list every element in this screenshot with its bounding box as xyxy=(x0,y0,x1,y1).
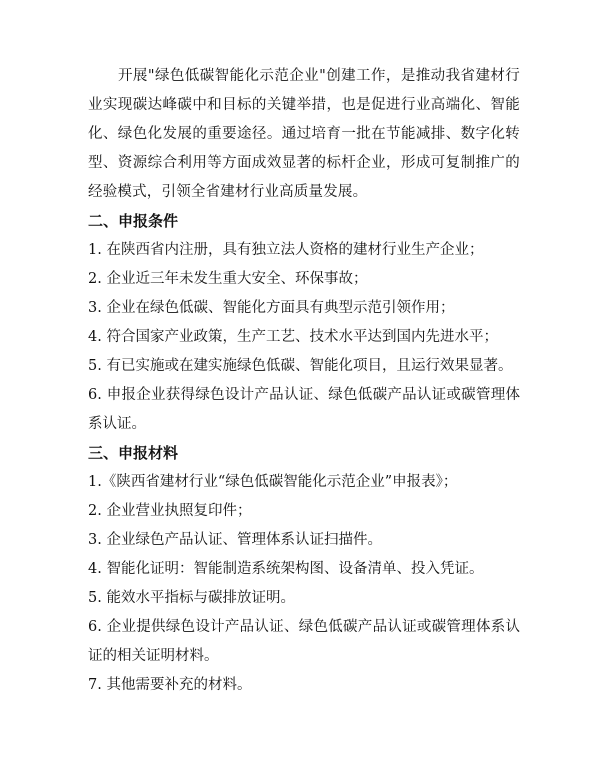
condition-item-3: 3. 企业在绿色低碳、智能化方面具有典型示范引领作用； xyxy=(88,300,455,316)
material-item-6: 6. 企业提供绿色设计产品认证、绿色低碳产品认证或碳管理体系认证的相关证明材料。 xyxy=(88,619,520,664)
condition-item-5: 5. 有已实施或在建实施绿色低碳、智能化项目，且运行效果显著。 xyxy=(88,358,513,374)
condition-item-2: 2. 企业近三年未发生重大安全、环保事故； xyxy=(88,271,368,287)
condition-item-6: 6. 申报企业获得绿色设计产品认证、绿色低碳产品认证或碳管理体系认证。 xyxy=(88,387,520,432)
condition-item-4: 4. 符合国家产业政策，生产工艺、技术水平达到国内先进水平； xyxy=(88,329,498,345)
material-item-2: 2. 企业营业执照复印件； xyxy=(88,503,252,519)
intro-paragraph: 开展"绿色低碳智能化示范企业"创建工作，是推动我省建材行业实现碳达峰碳中和目标的关键举措，也是促进行业高端化、智能化、绿色化发展的重要途径。通过培育一批在节能减排、数字化转型、资源综合利用等方面成效显著的标杆企业，形成可复制推广的经验模式，引领全省建材行业高质量发展。 xyxy=(88,68,520,200)
condition-item-1: 1. 在陕西省内注册，具有独立法人资格的建材行业生产企业； xyxy=(88,242,484,258)
material-item-3: 3. 企业绿色产品认证、管理体系认证扫描件。 xyxy=(88,532,382,548)
material-item-4: 4. 智能化证明：智能制造系统架构图、设备清单、投入凭证。 xyxy=(88,561,484,577)
material-item-1: 1.《陕西省建材行业“绿色低碳智能化示范企业”申报表》； xyxy=(88,474,458,490)
material-item-5: 5. 能效水平指标与碳排放证明。 xyxy=(88,590,295,606)
material-item-7: 7. 其他需要补充的材料。 xyxy=(88,677,252,693)
document-body xyxy=(88,62,520,700)
section-heading-conditions: 二、申报条件 xyxy=(88,212,179,230)
section-heading-materials: 三、申报材料 xyxy=(88,444,179,462)
